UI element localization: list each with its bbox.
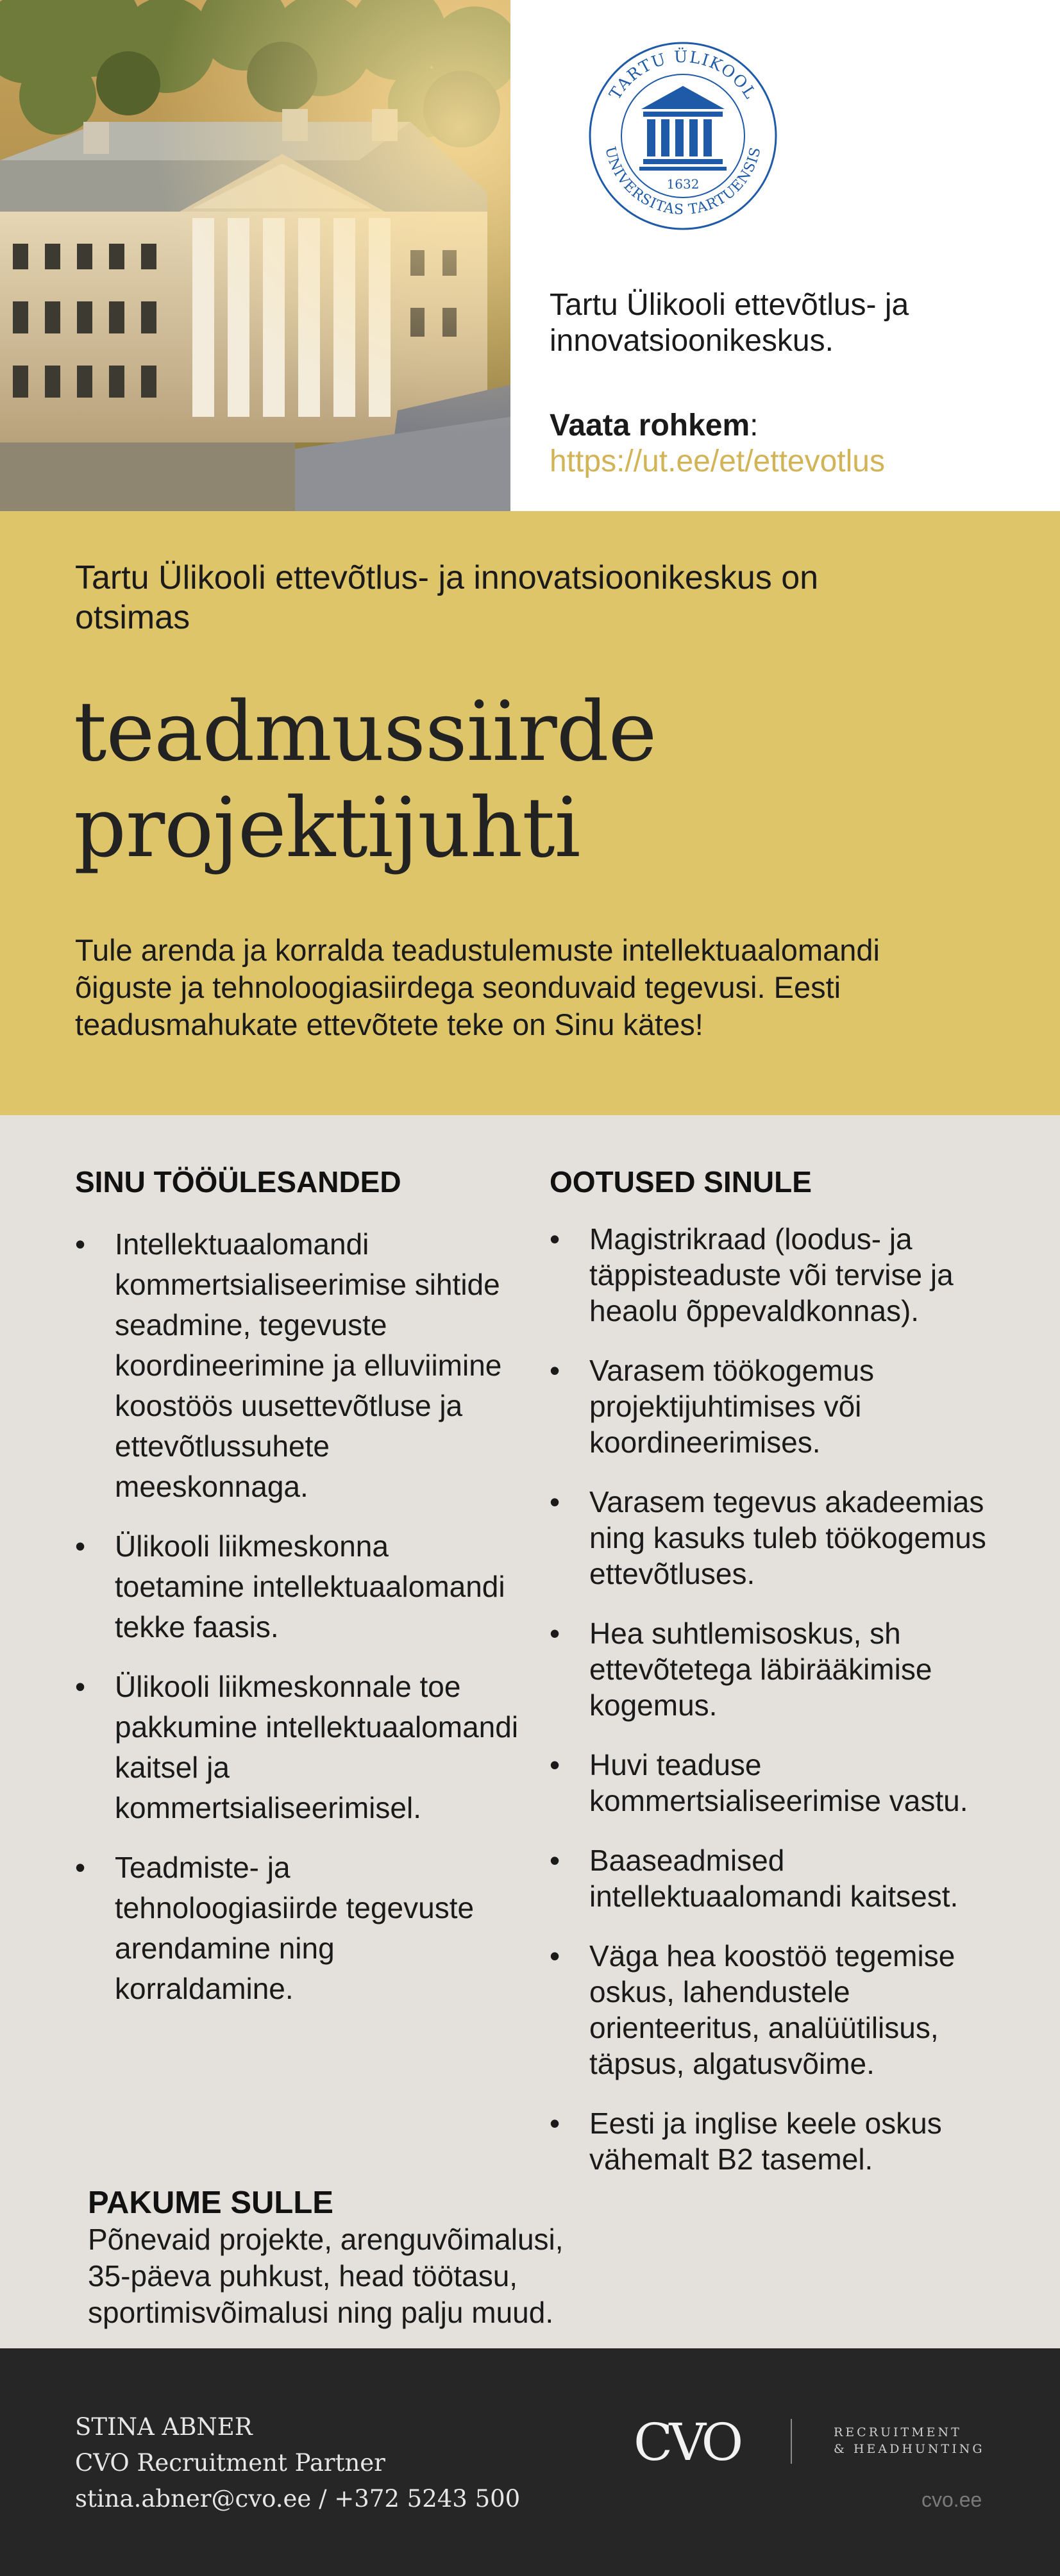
bullet-icon: •: [550, 1844, 560, 1877]
intro-section: [0, 511, 1060, 1115]
contact-block: [75, 2409, 520, 2517]
bullet-icon: •: [75, 1851, 86, 1884]
see-more-colon: :: [750, 408, 759, 442]
list-item: • Varasem töökogemus projektijuhtimises või koordineerimises.: [550, 1354, 875, 1459]
expectations-heading: OOTUSED SINULE: [550, 1165, 812, 1199]
intro-description: Tule arenda ja korralda teadustulemuste intellektuaalomandi õiguste ja tehnoloogiasiirdega seonduvaid tegevusi. Eesti teadusmahukate ettevõtete teke on Sinu kätes!: [75, 933, 880, 1041]
bullet-icon: •: [550, 1485, 560, 1519]
offer-text: Põnevaid projekte, arenguvõimalusi, 35-päeva puhkust, head töötasu, sportimisvõimalusi ning palju muud.: [88, 2223, 564, 2329]
bullet-icon: •: [550, 1748, 560, 1781]
bullet-icon: •: [550, 1222, 560, 1256]
list-item: • Ülikooli liikmeskonnale toe pakkumine intellektuaalomandi kaitsel ja kommertsialiseerimisel.: [75, 1667, 519, 1828]
job-title-line-2: projektijuhti: [74, 780, 580, 876]
cvo-tagline-line-1: RECRUITMENT: [834, 2425, 962, 2439]
university-main-building-photo: [0, 0, 510, 511]
cvo-tagline: [834, 2424, 985, 2457]
svg-text:TARTU ÜLIKOOL: TARTU ÜLIKOOL: [605, 47, 761, 103]
list-item: • Baaseadmised intellektuaalomandi kaitsest.: [550, 1844, 959, 1913]
expectations-list: [550, 1221, 1024, 2201]
see-more: [550, 408, 1037, 480]
list-item: • Eesti ja inglise keele oskus vähemalt B2 tasemel.: [550, 2107, 942, 2176]
list-item: • Intellektuaalomandi kommertsialiseerimise sihtide seadmine, tegevuste koordineerimine ja elluviimine koostöös uusettevõtluse ja ettevõtlussuhete meeskonnaga.: [75, 1224, 519, 1507]
website-link[interactable]: https://ut.ee/et/ettevotlus: [550, 444, 885, 478]
contact-name: STINA ABNER: [75, 2413, 253, 2441]
contact-role: CVO Recruitment Partner: [75, 2449, 385, 2477]
list-item: • Teadmiste- ja tehnoloogiasiirde tegevuste arendamine ning korraldamine.: [75, 1848, 519, 2009]
cvo-logo: [634, 2419, 749, 2468]
see-more-label: Vaata rohkem: [550, 408, 750, 442]
details-section: [0, 1115, 1060, 2348]
bullet-icon: •: [550, 1617, 560, 1650]
cvo-wordmark: CVO: [634, 2419, 740, 2465]
bullet-icon: •: [75, 1529, 86, 1563]
duties-heading: SINU TÖÖÜLESANDED: [75, 1165, 401, 1199]
cvo-website-link[interactable]: cvo.ee: [921, 2488, 982, 2511]
bullet-icon: •: [550, 1939, 560, 1973]
svg-text:UNIVERSITAS TARTUENSIS: UNIVERSITAS TARTUENSIS: [602, 145, 764, 219]
list-item: • Väga hea koostöö tegemise oskus, lahendustele orienteeritus, analüütilisus, täpsus, algatusvõime.: [550, 1939, 955, 2080]
offer-heading: PAKUME SULLE: [88, 2185, 333, 2220]
contact-details[interactable]: stina.abner@cvo.ee / +372 5243 500: [75, 2485, 521, 2513]
bullet-icon: •: [550, 1354, 560, 1387]
svg-text:1632: 1632: [666, 176, 700, 192]
hero-description: Tartu Ülikooli ettevõtlus- ja innovatsioonikeskus.: [550, 288, 909, 358]
hero-section: [0, 0, 1060, 511]
list-item: • Ülikooli liikmeskonna toetamine intellektuaalomandi tekke faasis.: [75, 1526, 519, 1647]
job-title-line-1: teadmussiirde: [74, 684, 657, 780]
bullet-icon: •: [550, 2107, 560, 2140]
list-item: • Hea suhtlemisoskus, sh ettevõtetega läbirääkimise kogemus.: [550, 1617, 932, 1722]
bullet-icon: •: [75, 1670, 86, 1703]
job-title: [74, 684, 972, 877]
list-item: • Varasem tegevus akadeemias ning kasuks tuleb töökogemus ettevõtluses.: [550, 1485, 986, 1590]
list-item: • Magistrikraad (loodus- ja täppisteaduste või tervise ja heaolu õppevaldkonnas).: [550, 1222, 954, 1327]
duties-list: [75, 1224, 524, 2028]
divider: [791, 2419, 792, 2464]
cvo-tagline-line-2: & HEADHUNTING: [834, 2442, 985, 2456]
list-item: • Huvi teaduse kommertsialiseerimise vastu.: [550, 1748, 968, 1817]
intro-lead: Tartu Ülikooli ettevõtlus- ja innovatsioonikeskus on otsimas: [75, 559, 819, 636]
footer: [0, 2348, 1060, 2576]
bullet-icon: •: [75, 1227, 86, 1261]
university-logo: [587, 40, 779, 232]
